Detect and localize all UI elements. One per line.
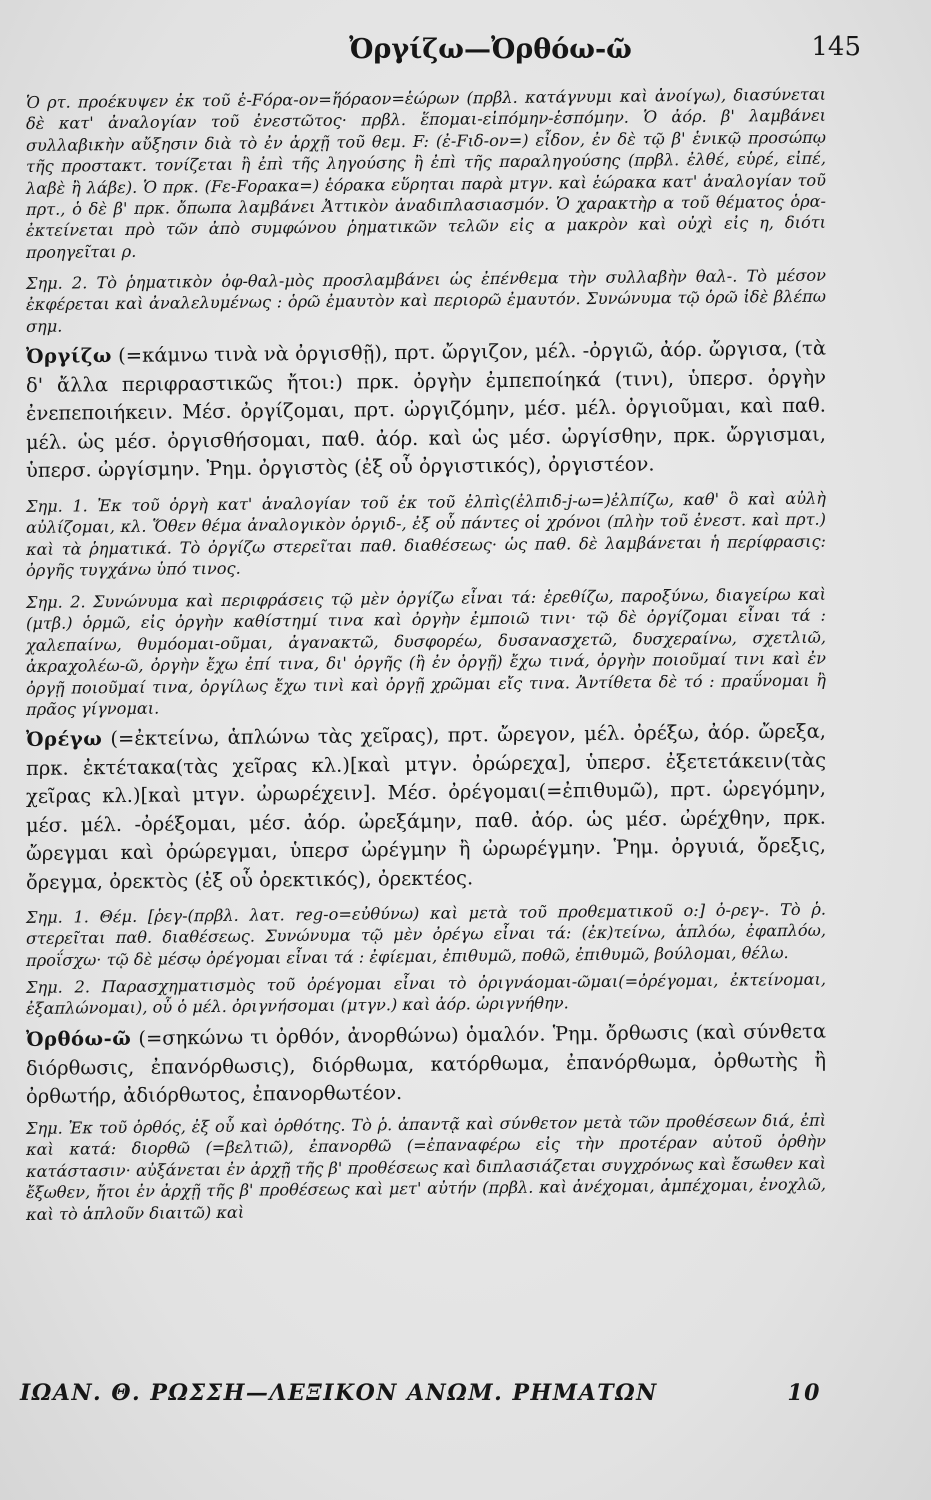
page-footer bbox=[20, 1380, 821, 1406]
dictionary-entry-orthoo bbox=[26, 1018, 826, 1112]
dictionary-entry-orego bbox=[26, 718, 826, 897]
entry-headword: Ὀργίζω bbox=[26, 344, 112, 369]
page-header bbox=[60, 30, 861, 70]
page-body bbox=[26, 84, 826, 1225]
entry-text: (=κάμνω τινὰ νὰ ὀργισθῇ), πρτ. ὤργιζον, μέλ. -ὀργιῶ, ἀόρ. ὤργισα, (τὰ δ' ἄλλα περιφραστικῶς ἤτοι:) πρκ. ὀργὴν ἐμπεποίηκά (τινι), ὑπερσ. ὀργὴν ἐνεπεποιήκειν. Μέσ. ὀργίζομαι, πρτ. ὠργιζόμην, μέσ. μέλ. ὀργιοῦμαι, καὶ παθ. μέλ. ὡς μέσ. ὀργισθήσομαι, παθ. ἀόρ. καὶ ὡς μέσ. ὠργίσθην, πρκ. ὤργισμαι, ὑπερσ. ὠργίσμην. Ῥημ. ὀργιστὸς (ἐξ οὗ ὀργιστικός), ὀργιστέον. bbox=[26, 337, 826, 483]
note-paragraph: Σημ. 2. Τὸ ῥηματικὸν ὀφ-θαλ-μὸς προσλαμβάνει ὡς ἐπένθεμα τὴν συλλαβὴν θαλ-. Τὸ μέσον ἐκφέρεται καὶ ἀναλελυμένως : ὁρῶ ἐμαυτὸν καὶ περιορῶ ἐμαυτόν. Συνώνυμα τῷ ὁρῶ ἰδὲ βλέπω σημ. bbox=[26, 265, 826, 337]
entry-headword: Ὀρθόω-ῶ bbox=[26, 1026, 132, 1052]
note-paragraph: Ὁ ρτ. προέκυψεν ἐκ τοῦ ἐ-Fόρα-ον=ἥόραον=ἑώρων (πρβλ. κατάγνυμι καὶ ἀνοίγω), διασύνεται δὲ κατ' ἀναλογίαν τοῦ ἐνεστῶτος· πρβλ. ἕπομαι-εἱπόμην-ἑσπόμην. Ὁ ἀόρ. β' λαμβάνει συλλαβικὴν αὔξησιν διὰ τὸ ἐν ἀρχῇ τοῦ θεμ. F: (ἐ-Fιδ-ον=) εἶδον, ἐν δὲ τῷ β' ἑνικῷ προσώπῳ τῆς προστακτ. τονίζεται ἢ ἐπὶ τῆς ληγούσης ἢ ἐπὶ τῆς παραληγούσης (πρβλ. ἐλθέ, εὑρέ, εἰπέ, λαβὲ ἢ λάβε). Ὁ πρκ. (Fε-Fορακα=) ἑόρακα εὕρηται παρὰ μτγν. καὶ ἑώρακα κατ' ἀναλογίαν τοῦ πρτ., ὁ δὲ β' πρκ. ὄπωπα λαμβάνει Ἀττικὸν ἀναδιπλασιασμόν. Ὁ χαρακτὴρ α τοῦ θέματος ὁρα-ἐκτείνεται πρὸ τῶν ἀπὸ συμφώνου ῥηματικῶν τελῶν εἰς α μακρὸν καὶ οὐχὶ εἰς η, διότι προηγεῖται ρ. bbox=[26, 84, 826, 262]
footer-sheet-number: 10 bbox=[787, 1380, 821, 1406]
footer-signature: ΙΩΑΝ. Θ. ΡΩΣΣΗ—ΛΕΞΙΚΟΝ ΑΝΩΜ. ΡΗΜΑΤΩΝ bbox=[20, 1380, 658, 1406]
page-number: 145 bbox=[811, 32, 861, 62]
note-paragraph: Σημ. Ἐκ τοῦ ὀρθός, ἐξ οὗ καὶ ὀρθότης. Τὸ ῥ. ἀπαντᾷ καὶ σύνθετον μετὰ τῶν προθέσεων διά, ἐπὶ καὶ κατά: διορθῶ (=βελτιῶ), ἐπανορθῶ (=ἐπαναφέρω εἰς τὴν προτέραν αὐτοῦ ὀρθὴν κατάστασιν· αὐξάνεται ἐν ἀρχῇ τῆς β' προθέσεως καὶ διπλασιάζεται συγχρόνως καὶ ἔσωθεν καὶ ἔξωθεν, ἤτοι ἐν ἀρχῇ τῆς β' προθέσεως καὶ μετ' αὐτήν (πρβλ. καὶ ἀνέχομαι, ἀμπέχομαι, ἐνοχλῶ, καὶ τὸ ἁπλοῦν διαιτῶ) καὶ bbox=[26, 1110, 826, 1224]
note-paragraph: Σημ. 2. Παρασχηματισμὸς τοῦ ὀρέγομαι εἶναι τὸ ὀριγνάομαι-ῶμαι(=ὀρέγομαι, ἐκτείνομαι, ἐξαπλώνομαι), οὗ ὁ μέλ. ὀριγνήσομαι (μτγν.) καὶ ἀόρ. ὠριγνήθην. bbox=[26, 969, 826, 1019]
entry-headword: Ὀρέγω bbox=[26, 727, 103, 752]
entry-text: (=σηκώνω τι ὀρθόν, ἀνορθώνω) ὁμαλόν. Ῥημ. ὄρθωσις (καὶ σύνθετα διόρθωσις, ἐπανόρθωσις), διόρθωμα, κατόρθωμα, ἐπανόρθωμα, ὀρθωτὴς ἢ ὀρθωτήρ, ἀδιόρθωτος, ἐπανορθωτέον. bbox=[26, 1019, 826, 1109]
note-paragraph: Σημ. 2. Συνώνυμα καὶ περιφράσεις τῷ μὲν ὀργίζω εἶναι τά: ἐρεθίζω, παροξύνω, διαγείρω καὶ (μτβ.) ὁρμῶ, εἰς ὀργὴν καθίστημί τινα καὶ ὀργὴν ἐμποιῶ τινι· τῷ δὲ ὀργίζομαι εἶναι τά : χαλεπαίνω, θυμόομαι-οῦμαι, ἀγανακτῶ, δυσφορέω, δυσανασχετῶ, δυσχεραίνω, σχετλιῶ, ἀκραχολέω-ῶ, ὀργὴν ἔχω ἐπί τινα, δι' ὀργῆς (ἢ ἐν ὀργῇ) ἔχω τινά, ὀργὴν ποιοῦμαί τινι καὶ ἐν ὀργῇ ποιοῦμαί τινα, ὀργίλως ἔχω τινὶ καὶ ὀργῇ χρῶμαι εἴς τινα. Ἀντίθετα δὲ τό : πραΰνομαι ἢ πρᾶος γίγνομαι. bbox=[26, 584, 826, 719]
running-title: Ὀργίζω—Ὀρθόω-ῶ bbox=[349, 34, 632, 65]
note-paragraph: Σημ. 1. Ἐκ τοῦ ὀργὴ κατ' ἀναλογίαν τοῦ ἐκ τοῦ ἐλπὶς(ἐλπιδ-j-ω=)ἐλπίζω, καθ' ὃ καὶ αὐλὴ αὐλίζομαι, κλ. Ὅθεν θέμα ἀναλογικὸν ὀργιδ-, ἐξ οὗ πάντες οἱ χρόνοι (πλὴν τοῦ ἐνεστ. καὶ πρτ.) καὶ τὰ ῥηματικά. Τὸ ὀργίζω στερεῖται παθ. διαθέσεως· ὡς παθ. δὲ λαμβάνεται ἡ περίφρασις: ὀργῆς τυγχάνω ὑπό τινος. bbox=[26, 488, 826, 581]
entry-text: (=ἐκτείνω, ἁπλώνω τὰς χεῖρας), πρτ. ὤρεγον, μέλ. ὀρέξω, ἀόρ. ὤρεξα, πρκ. ἐκτέτακα(τὰς χεῖρας κλ.)[καὶ μτγν. ὀρώρεχα], ὑπερσ. ἐξετετάκειν(τὰς χεῖρας κλ.)[καὶ μτγν. ὠρωρέχειν]. Μέσ. ὀρέγομαι(=ἐπιθυμῶ), πρτ. ὠρεγόμην, μέσ. μέλ. -ὀρέξομαι, μέσ. ἀόρ. ὠρεξάμην, παθ. ἀόρ. ὡς μέσ. ὠρέχθην, πρκ. ὤρεγμαι καὶ ὀρώρεγμαι, ὑπερσ ὠρέγμην ἢ ὠρωρέγμην. Ῥημ. ὀργυιά, ὄρεξις, ὄρεγμα, ὀρεκτὸς (ἐξ οὗ ὀρεκτικός), ὀρεκτέος. bbox=[26, 719, 826, 894]
note-paragraph: Σημ. 1. Θέμ. [ῥεγ-(πρβλ. λατ. reg-o=εὐθύνω) καὶ μετὰ τοῦ προθεματικοῦ ο:] ὀ-ρεγ-. Τὸ ῥ. στερεῖται παθ. διαθέσεως. Συνώνυμα τῷ μὲν ὀρέγω εἶναι τά: (ἐκ)τείνω, ἁπλόω, ἐφαπλόω, προΐσχω· τῷ δὲ μέσῳ ὀρέγομαι εἶναι τά : ἐφίεμαι, ἐπιθυμῶ, ποθῶ, ἐπιθυμῶ, βούλομαι, θέλω. bbox=[26, 899, 826, 970]
dictionary-entry-orgizo bbox=[26, 335, 826, 486]
